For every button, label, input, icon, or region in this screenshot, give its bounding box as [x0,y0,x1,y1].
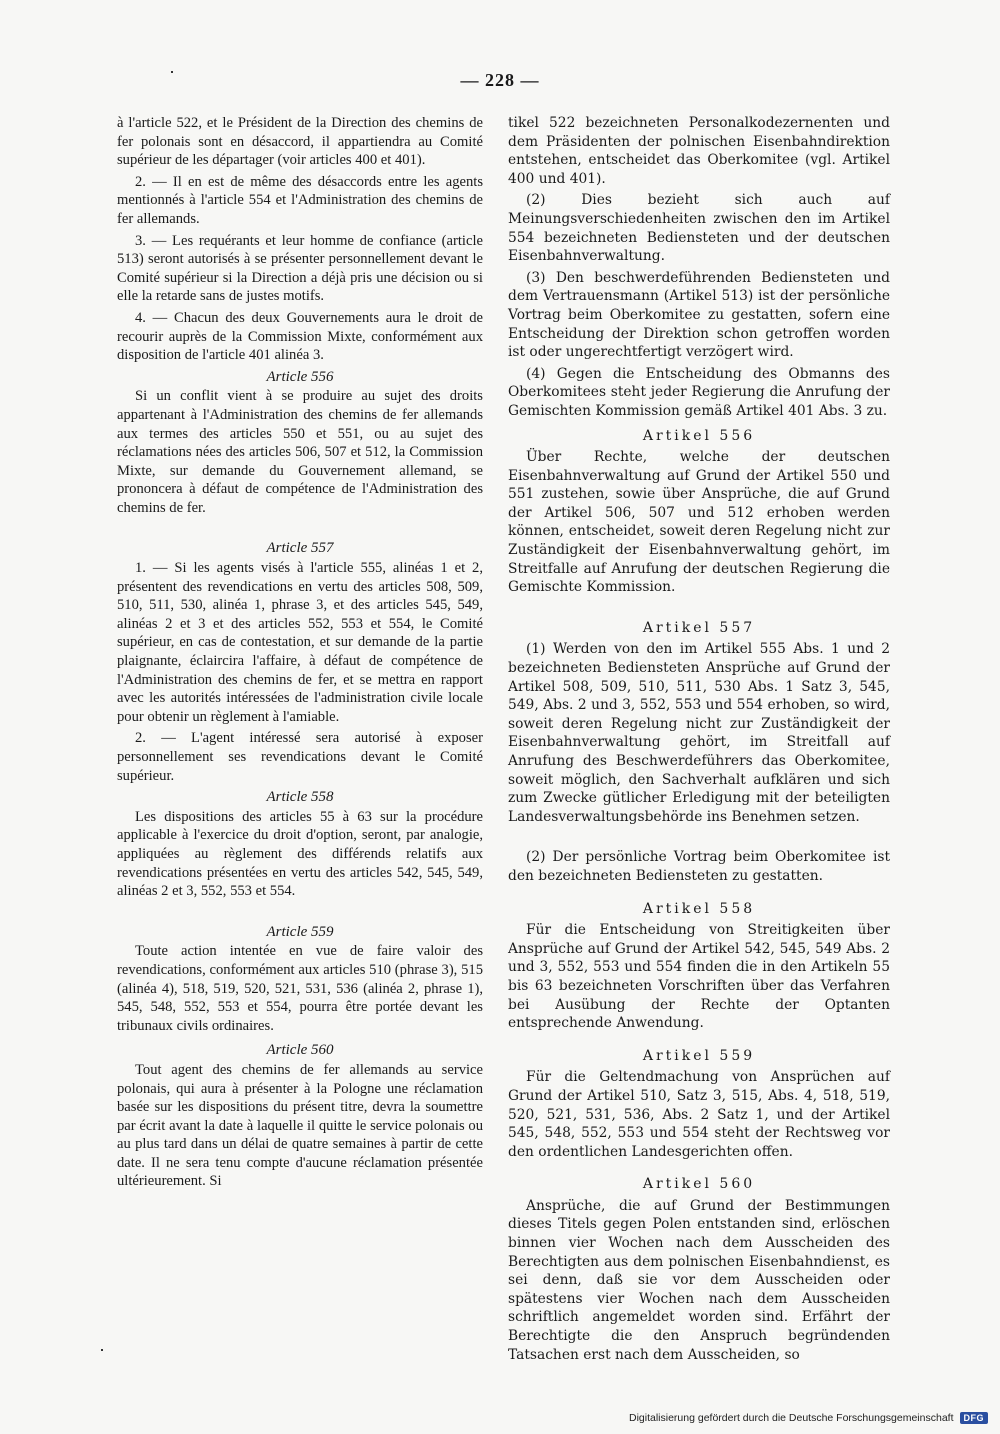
digitization-footer [629,1412,988,1424]
article-heading: Article 556 [266,368,334,385]
paragraph: Ansprüche, die auf Grund der Bestimmungen dieses Titels gegen Polen entstanden sind, erlöschen binnen vier Wochen nach dem Ausscheiden des Berechtigten aus dem polnischen Eisenbahndienst, es sei denn, daß sie vor dem Ausscheiden oder spätestens vier Wochen nach dem Ausscheiden schriftlich angemeldet worden sind. Erfährt der Berechtigte die den Anspruch begründenden Tatsachen erst nach dem Ausscheiden, so [508,1197,890,1363]
article-heading: Artikel 559 [642,1047,756,1064]
paragraph: 1. — Si les agents visés à l'article 555, alinéas 1 et 2, présentent des revendications en vertu des articles 508, 509, 510, 511, 530, alinéa 1, phrase 3, et des articles 545, 549, alinéas 2 et 3 et des articles 552, 553 et 554, le Comité supérieur, en cas de contestation, et sur demande de la partie plaignante, éclaircira l'affaire, à défaut de compétence de l'Administration des chemins de fer, et se mettra en rapport avec les autorités intéressées de l'administration civile locale pour obtenir un règlement à l'amiable. [117,560,483,725]
paragraph: (2) Der persönliche Vortrag beim Oberkomitee ist den bezeichneten Bediensteten zu gestatten. [508,849,890,884]
footer-text: Digitalisierung gefördert durch die Deutsche Forschungsgemeinschaft [628,1412,954,1424]
paragraph: Für die Entscheidung von Streitigkeiten über Ansprüche auf Grund der Artikel 542, 545, 549 Abs. 2 und 3, 552, 553 und 554 finden die in den Artikeln 55 bis 63 bezeichneten Vorschriften über das Verfahren bei Ausübung der Rechte der Optanten entsprechende Anwendung. [508,922,890,1032]
paragraph: tikel 522 bezeichneten Personalkodezernenten und dem Präsidenten der polnischen Eisenbahndirektion entstehen, entscheidet das Oberkomitee (vgl. Artikel 400 und 401). [508,115,890,187]
paragraph: 2. — Il en est de même des désaccords entre les agents mentionnés à l'article 554 et l'Administration des chemins de fer allemands. [117,173,483,227]
paragraph: Si un conflit vient à se produire au sujet des droits appartenant à l'Administration des chemins de fer allemands aux termes des articles 550 et 551, ou au sujet des réclamations nées des articles 506, 507 et 512, la Commission Mixte, sur demande du Gouvernement allemand, se prononcera à défaut de compétence de l'Administration des chemins de fer. [117,388,483,516]
paragraph: 4. — Chacun des deux Gouvernements aura le droit de recourir auprès de la Commission Mixte, conformément aux disposition de l'article 401 alinéa 3. [117,309,483,364]
scan-speck [101,1349,103,1351]
article-heading: Artikel 558 [642,900,756,917]
dfg-logo-icon: DFG [960,1412,989,1424]
article-heading: Artikel 560 [642,1176,756,1193]
article-heading: Artikel 557 [642,619,756,636]
article-heading: Article 560 [266,1042,334,1059]
paragraph: (4) Gegen die Entscheidung des Obmanns des Oberkomitees steht jeder Regierung die Anrufung der Gemischten Kommission gemäß Artikel 401 Abs. 3 zu. [508,365,890,419]
german-column [508,114,890,1364]
paragraph: 2. — L'agent intéressé sera autorisé à exposer personnellement ses revendications devant le Comité supérieur. [117,730,483,784]
paragraph: (2) Dies bezieht sich auch auf Meinungsverschiedenheiten zwischen den im Artikel 554 bezeichneten Bediensteten und der deutschen Eisenbahnverwaltung. [508,192,890,265]
article-heading: Article 558 [266,789,334,806]
article-heading: Article 559 [266,923,334,940]
article-heading: Article 557 [266,540,334,557]
paragraph: Über Rechte, welche der deutschen Eisenbahnverwaltung auf Grund der Artikel 550 und 551 zustehen, sowie über Ansprüche, die auf Grund der Artikel 506, 507 und 512 erhoben werden können, entscheidet, soweit deren Regelung nicht zur Zuständigkeit der Eisenbahnverwaltung gehört, im Streitfalle auf Anrufung der deutschen Regierung die Gemischte Kommission. [508,449,890,596]
french-column [117,114,483,1191]
paragraph: Tout agent des chemins de fer allemands au service polonais, qui aura à présenter à la Pologne une réclamation basée sur les dispositions du présent titre, devra la soumettre par écrit avant la date à laquelle il quitte le service polonais ou au plus tard dans un délai de quatre semaines à partir de cette date. Il ne sera tenu compte d'aucune réclamation présentée ultérieurement. Si [117,1061,483,1190]
paragraph: 3. — Les requérants et leur homme de confiance (article 513) seront autorisés à se présenter personnellement devant le Comité supérieur si la Direction a déjà pris une décision ou si elle la retarde sans de justes motifs. [117,232,483,305]
article-heading: Artikel 556 [642,427,756,444]
paragraph: Les dispositions des articles 55 à 63 sur la procédure applicable à l'exercice du droit d'option, seront, par analogie, appliquées au règlement des différends relatifs aux revendications présentées en vertu des articles 542, 545, 549, alinéas 2 et 3, 552, 553 et 554. [117,808,483,900]
paragraph: (3) Den beschwerdeführenden Bediensteten und dem Vertrauensmann (Artikel 513) ist der persönliche Vortrag beim Oberkomitee zu gestatten, sofern eine Entscheidung der Direktion schon getroffen worden ist oder ungerechtfertigt verzögert wird. [508,269,890,361]
paragraph: Toute action intentée en vue de faire valoir des revendications, conformément aux articles 510 (phrase 3), 515 (alinéa 4), 518, 519, 520, 521, 531, 536 (alinéa 2, phrase 1), 545, 548, 552, 553 et 554, pourra être portée devant les tribunaux civils ordinaires. [117,943,483,1034]
paragraph: à l'article 522, et le Président de la Direction des chemins de fer polonais sont en désaccord, il appartiendra au Comité supérieur de les départager (voir articles 400 et 401). [117,115,483,169]
page-number: — 228 — [460,70,540,90]
paragraph: Für die Geltendmachung von Ansprüchen auf Grund der Artikel 510, Satz 3, 515, Abs. 4, 518, 519, 520, 521, 531, 536, Abs. 2 Satz 1, und der Artikel 545, 548, 552, 553 und 554 steht der Rechtsweg vor den ordentlichen Landesgerichten offen. [508,1069,890,1160]
paragraph: (1) Werden von den im Artikel 555 Abs. 1 und 2 bezeichneten Bediensteten Ansprüche auf Grund der Artikel 508, 509, 510, 511, 530 Abs. 1 Satz 3, 545, 549, Abs. 2 und 3, 552, 553 und 554 erhoben, so wird, soweit deren Regelung nicht zur Zuständigkeit der Eisenbahnverwaltung gehört, im Streitfall auf Anrufung des Beschwerdeführers das Oberkomitee, soweit möglich, den Sachverhalt aufklären und sich zum Zwecke gütlicher Erledigung mit der beteiligten Landesverwaltungsbehörde ins Benehmen setzen. [508,641,890,825]
